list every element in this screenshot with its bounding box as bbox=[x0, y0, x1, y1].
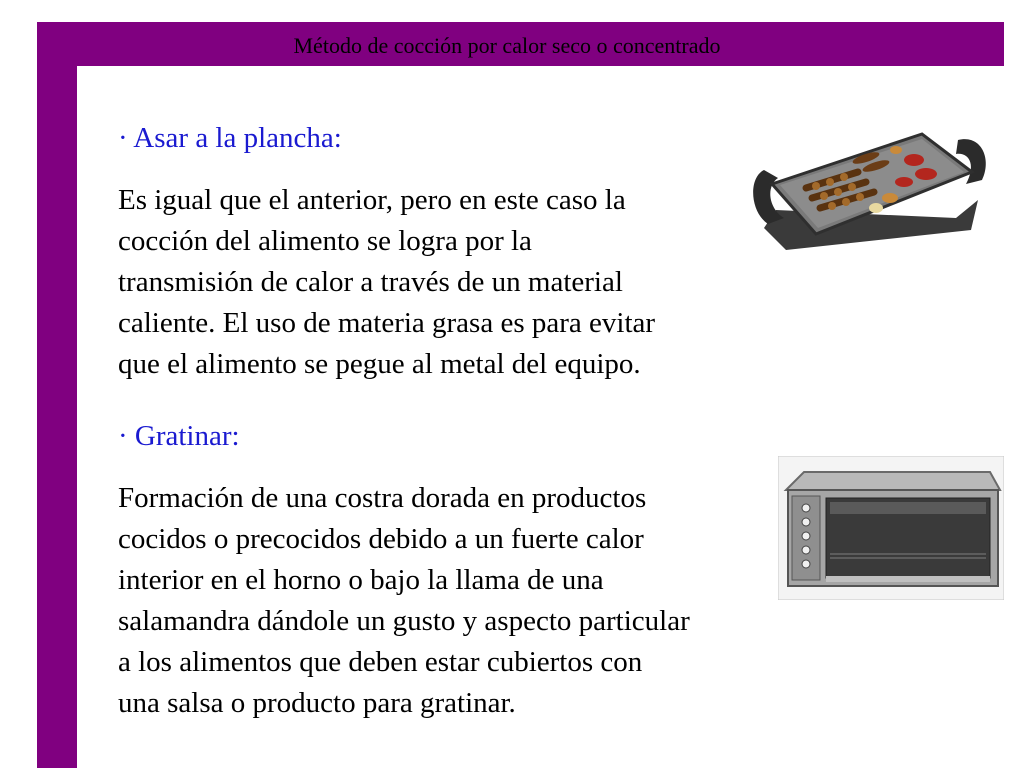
body-line: que el alimento se pegue al metal del equipo. bbox=[118, 348, 641, 380]
body-line: salamandra dándole un gusto y aspecto particular bbox=[118, 605, 690, 637]
body-line: transmisión de calor a través de un material bbox=[118, 266, 623, 298]
left-bar bbox=[37, 22, 77, 768]
body-line: cocción del alimento se logra por la bbox=[118, 225, 532, 257]
electric-griddle-image bbox=[746, 100, 996, 265]
section-body-gratinar bbox=[118, 478, 690, 724]
body-line: una salsa o producto para gratinar. bbox=[118, 687, 516, 719]
section-heading-asar: · Asar a la plancha: bbox=[118, 122, 342, 154]
body-line: caliente. El uso de materia grasa es para evitar bbox=[118, 307, 656, 339]
section-body-asar bbox=[118, 180, 655, 385]
body-line: cocidos o precocidos debido a un fuerte calor bbox=[118, 523, 644, 555]
body-line: a los alimentos que deben estar cubiertos con bbox=[118, 646, 643, 678]
section-heading-gratinar: · Gratinar: bbox=[118, 420, 240, 452]
salamander-broiler-image bbox=[778, 456, 1004, 600]
body-line: Es igual que el anterior, pero en este caso la bbox=[118, 184, 626, 216]
slide-title: Método de cocción por calor seco o concentrado bbox=[293, 33, 721, 58]
body-line: interior en el horno o bajo la llama de una bbox=[118, 564, 604, 596]
body-line: Formación de una costra dorada en productos bbox=[118, 482, 647, 514]
